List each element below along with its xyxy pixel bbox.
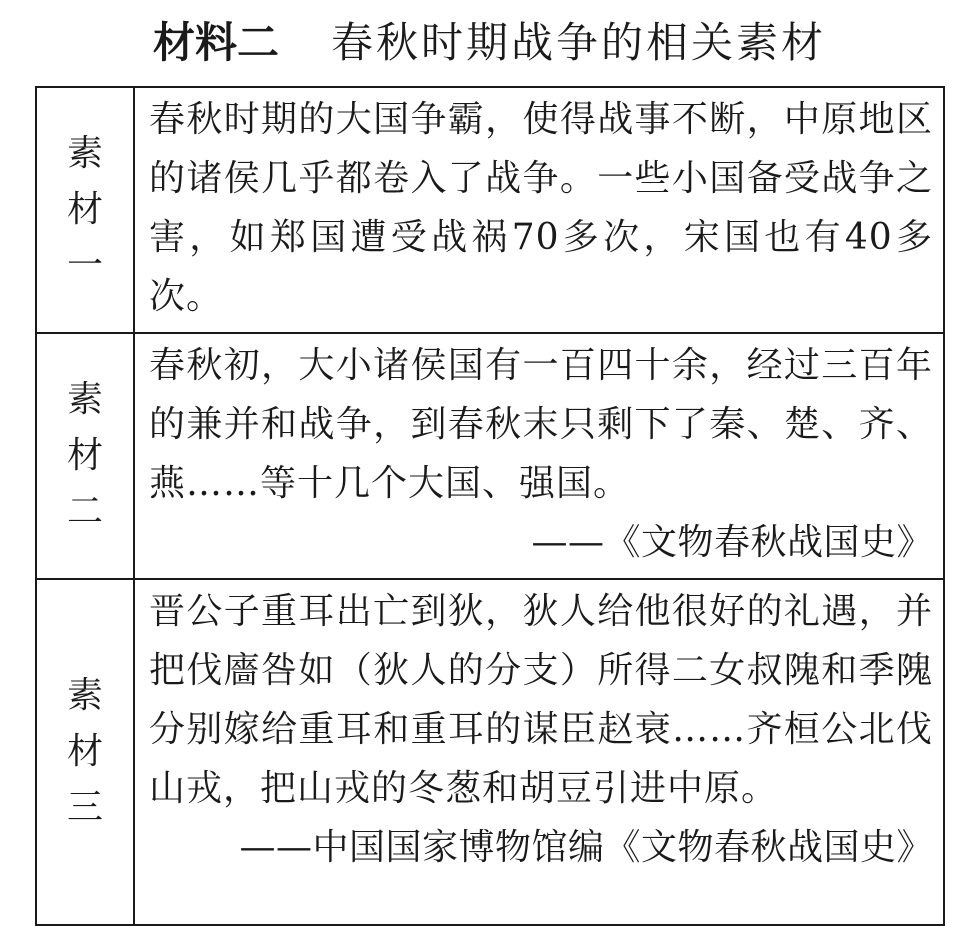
row-text: 春秋初，大小诸侯国有一百四十余，经过三百年的兼并和战争，到春秋末只剩下了秦、楚、齐、燕……等十几个大国、强国。 (149, 345, 933, 504)
materials-table (35, 86, 945, 926)
row-content-cell (134, 579, 944, 925)
row-label-cell (36, 87, 134, 333)
material-label: 材料二 (152, 18, 279, 67)
row-source: ——《文物春秋战国史》 (531, 522, 933, 563)
row-text: 晋公子重耳出亡到狄，狄人给他很好的礼遇，并把伐廧咎如（狄人的分支）所得二女叔隗和季隗分别嫁给重耳和重耳的谋臣赵衰……齐桓公北伐山戎，把山戎的冬葱和胡豆引进中原。 (149, 591, 933, 809)
row-source: ——中国国家博物馆编《文物春秋战国史》 (239, 827, 933, 868)
table-row (36, 87, 944, 333)
row-label: 素材三 (66, 675, 103, 828)
row-label: 素材二 (66, 379, 103, 532)
row-text: 春秋时期的大国争霸，使得战事不断，中原地区的诸侯几乎都卷入了战争。一些小国备受战争之害，如郑国遭受战祸70多次，宋国也有40多次。 (149, 99, 933, 317)
table-row (36, 579, 944, 925)
row-content-cell (134, 333, 944, 579)
table-row (36, 333, 944, 579)
row-label-cell (36, 579, 134, 925)
row-label-cell (36, 333, 134, 579)
row-content-cell (134, 87, 944, 333)
material-title: 春秋时期战争的相关素材 (331, 18, 827, 67)
row-label: 素材一 (66, 133, 103, 286)
page-title (0, 12, 979, 74)
